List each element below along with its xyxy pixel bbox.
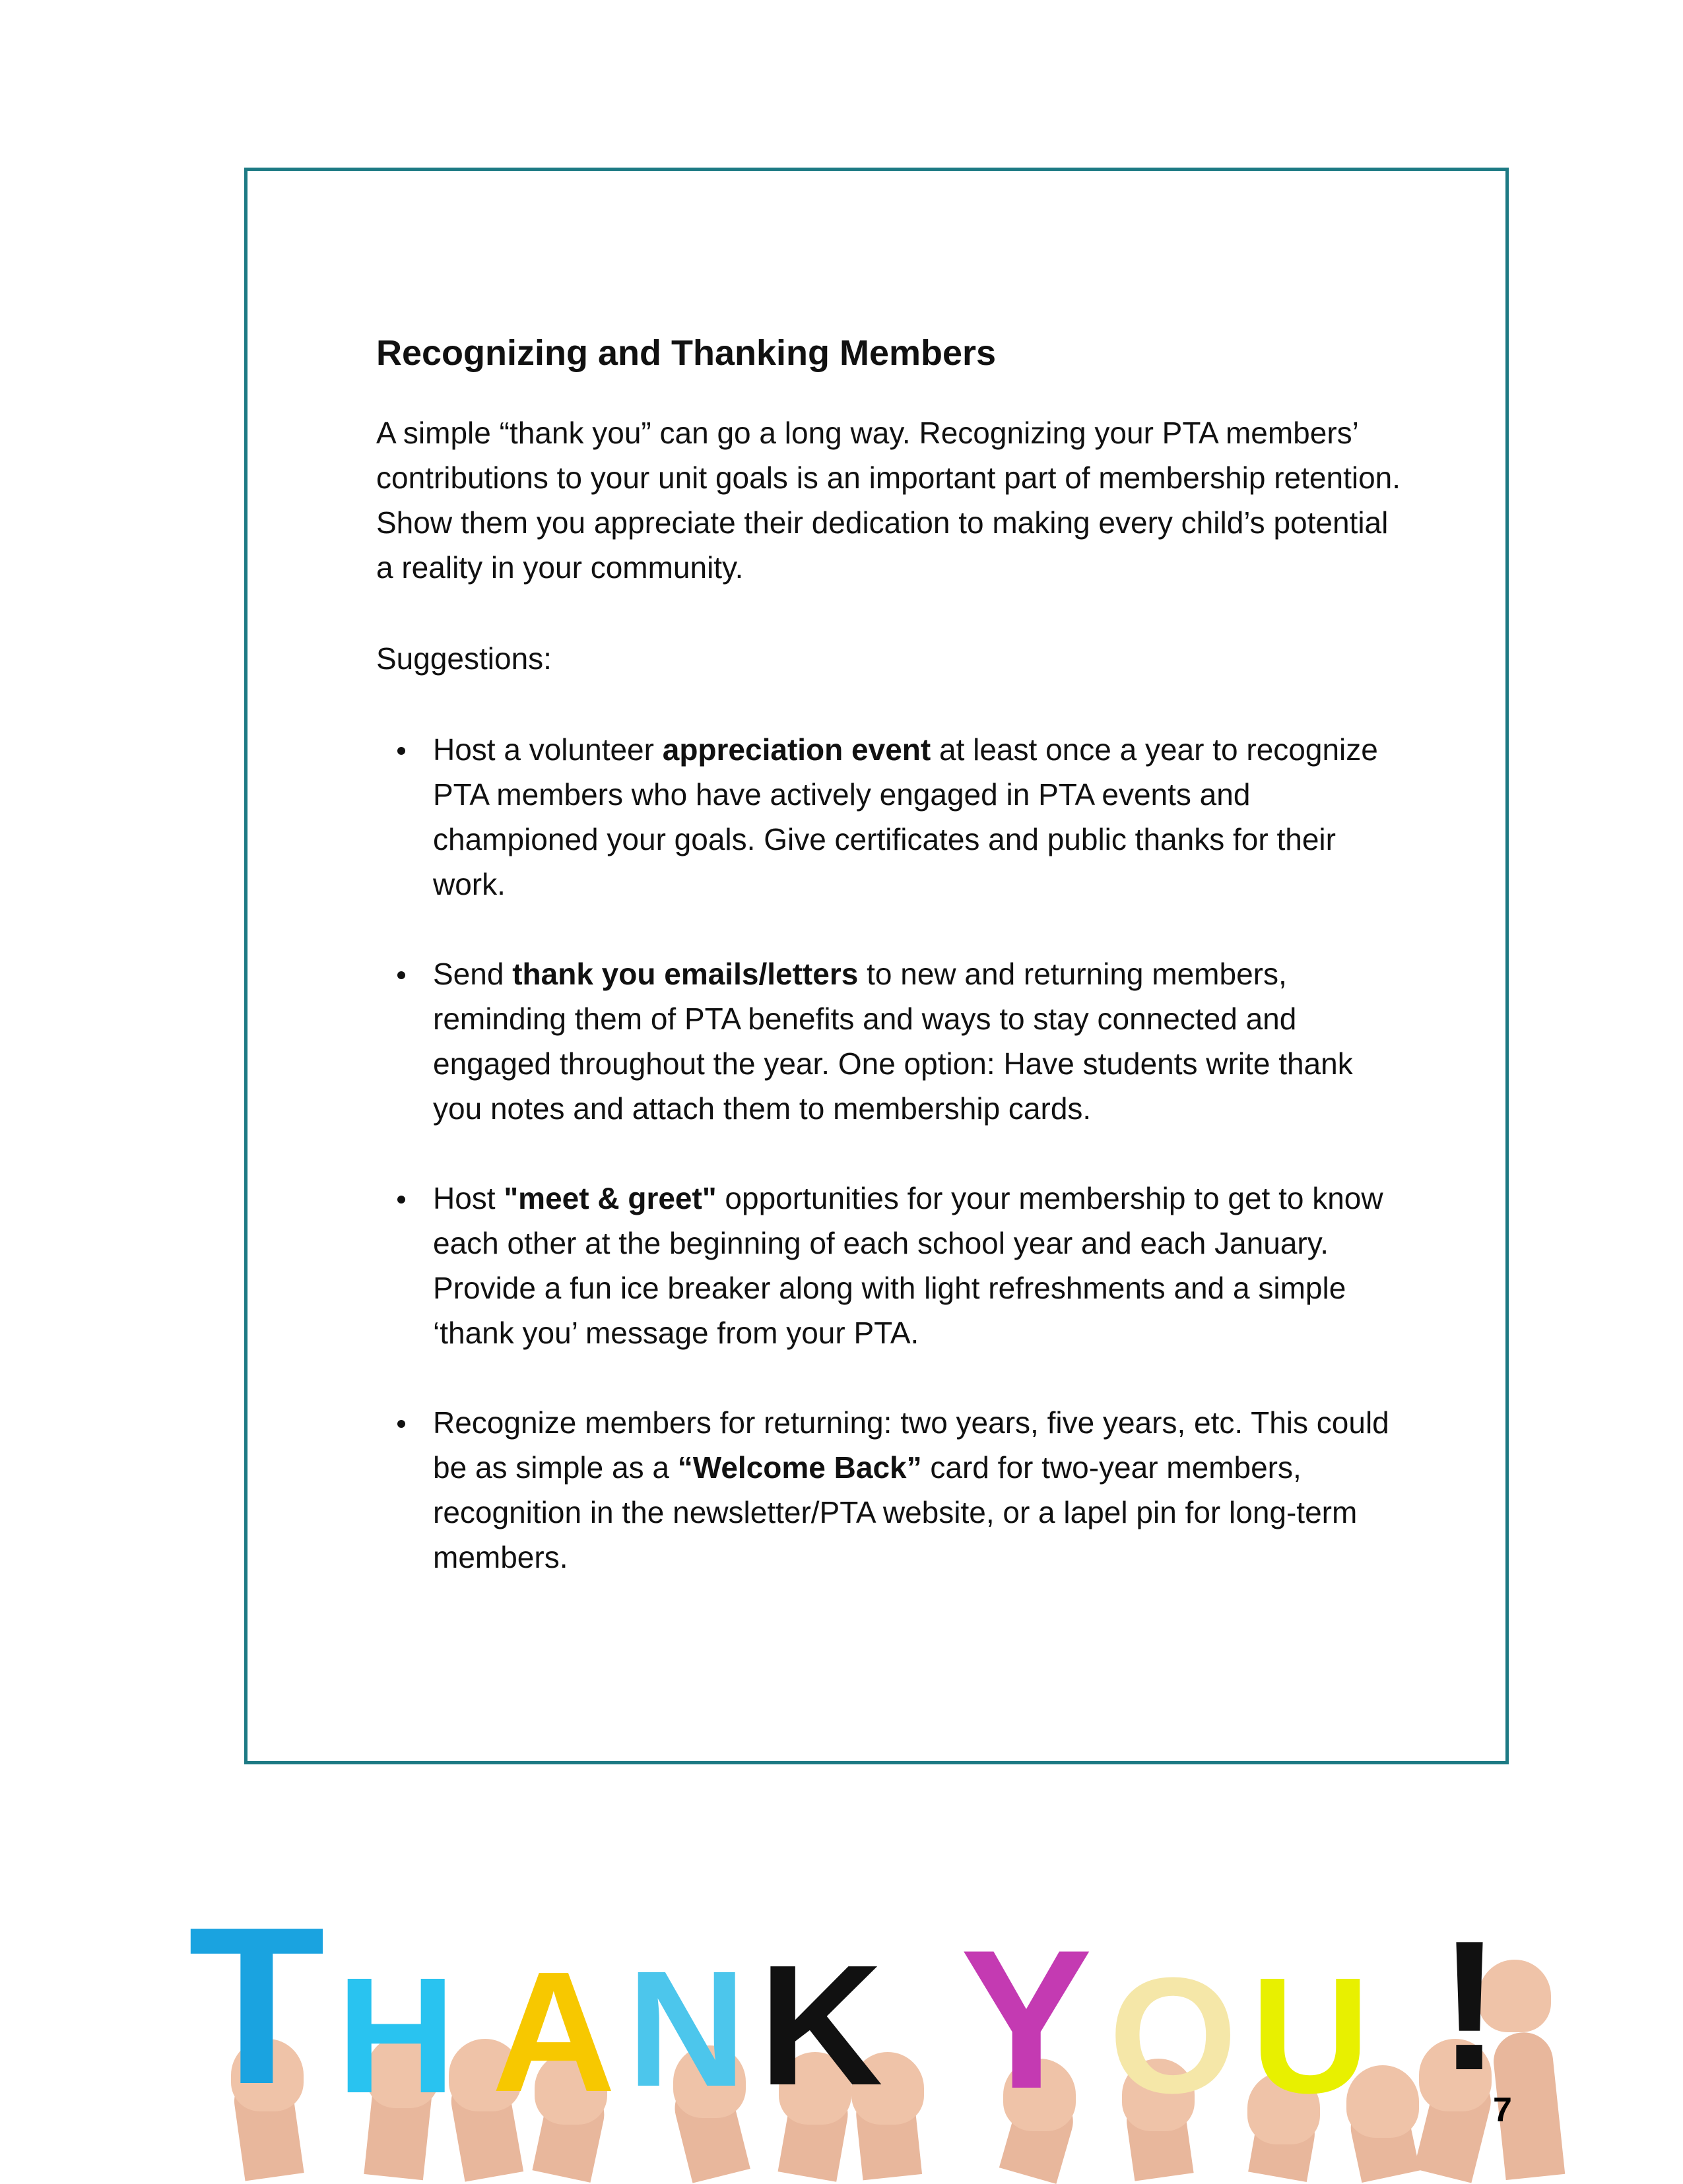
bullet-text-bold: appreciation event [662,732,931,767]
letter-n: N [627,1937,746,2121]
list-item [376,951,1406,1131]
bullet-icon [397,747,405,755]
bullet-icon [397,1196,405,1204]
bullet-icon [397,1420,405,1428]
letter-h: H [337,1943,456,2127]
bullet-text-post: to new and returning members, reminding them of PTA benefits and ways to stay connected and engaged throughout the year. One option: Have students write thank you notes and attach them to membership cards. [433,957,1353,1126]
thank-you-banner [0,1874,1683,2177]
bullet-text-pre: Recognize members for returning: two years, five years, etc. This could be as simple as a [433,1405,1389,1485]
suggestions-label: Suggestions: [376,641,552,676]
intro-paragraph: A simple “thank you” can go a long way. Recognizing your PTA members’ contributions to your unit goals is an important part of membership retention. Show them you appreciate their dedication to making every child’s potential a reality in your community. [376,416,1401,585]
list-item [376,1400,1406,1580]
bullet-text-post: card for two-year members, recognition in the newsletter/PTA website, or a lapel pin for long-term members. [433,1450,1358,1574]
bullet-text-bold: “Welcome Back” [677,1450,922,1485]
letter-exclamation: ! [1439,1903,1501,2109]
bullet-text-post: at least once a year to recognize PTA members who have actively engaged in PTA events and championed your goals. Give certificates and public thanks for their work. [433,732,1378,901]
letter-o: O [1109,1943,1238,2127]
page-title: Recognizing and Thanking Members [376,333,997,373]
bullet-text-post: opportunities for your membership to get to know each other at the beginning of each school year and each January. Provide a fun ice breaker along with light refreshments and a simple ‘thank you’ message from your PTA. [433,1181,1383,1350]
bullet-icon [397,971,405,979]
suggestions-list [376,727,1406,1580]
page-number: 7 [1493,2091,1512,2129]
bullet-text-bold: "meet & greet" [504,1181,717,1215]
bullet-text-pre: Host [433,1181,504,1215]
bullet-text-bold: thank you emails/letters [512,957,859,991]
letter-t: T [188,1880,325,2131]
bullet-text-pre: Send [433,957,513,991]
list-item [376,1176,1406,1355]
letter-y: Y [960,1908,1093,2130]
letter-k: K [759,1930,883,2121]
document-body [376,330,1406,1624]
letter-a: A [492,1937,616,2128]
list-item [376,727,1406,907]
bullet-text-pre: Host a volunteer [433,732,663,767]
letter-u: U [1251,1943,1370,2127]
